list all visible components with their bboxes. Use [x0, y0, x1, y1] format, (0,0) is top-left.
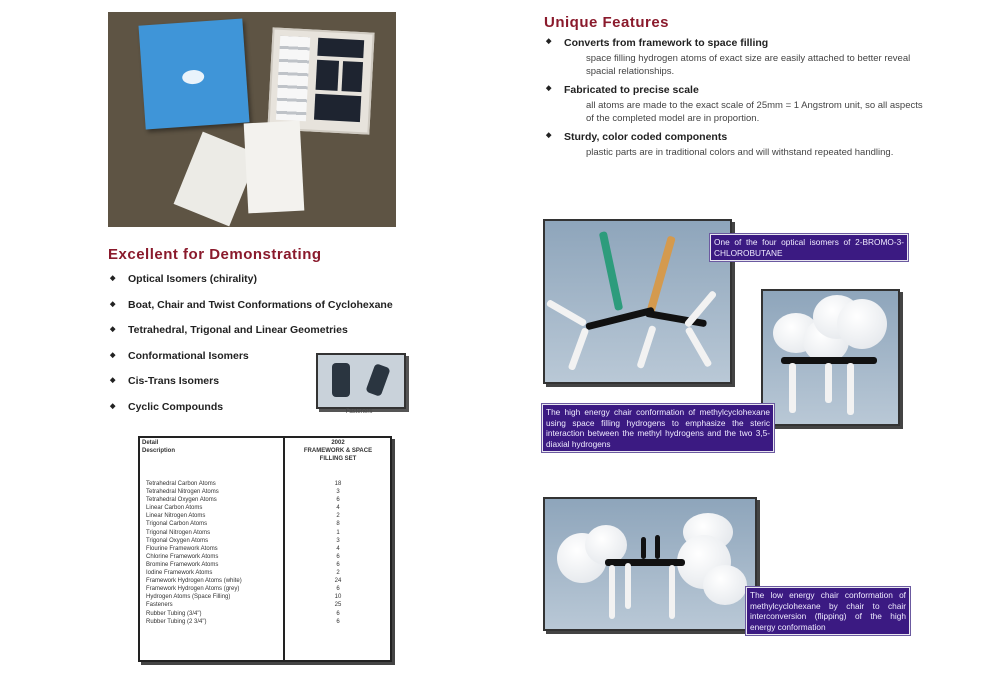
feature-item	[544, 84, 924, 125]
kit-box	[138, 18, 249, 129]
table-row: Flourine Framework Atoms 4	[146, 545, 340, 552]
feature-title: ◆ Converts from framework to space filling	[544, 37, 924, 49]
low-energy-caption: The low energy chair conformation of methylcyclohexane by chair to chair interconversion (flipping) of the high energy conformation	[746, 587, 910, 635]
list-item: ◆ Optical Isomers (chirality)	[108, 272, 448, 298]
feature-description: space filling hydrogen atoms of exact size are easily attached to better reveal spacial relationships.	[586, 53, 911, 77]
table-row: Linear Nitrogen Atoms 2	[146, 513, 340, 520]
high-energy-conformation-photo	[761, 289, 900, 426]
table-row: Rubber Tubing (3/4") 6	[146, 610, 340, 617]
low-energy-conformation-photo	[543, 497, 757, 631]
table-body	[146, 480, 390, 626]
header-description: Detail Description	[142, 440, 176, 454]
table-row: Tetrahedral Carbon Atoms 18	[146, 481, 342, 487]
table-row: Iodine Framework Atoms 2	[146, 570, 340, 577]
table-row: Trigonal Oxygen Atoms 3	[146, 537, 340, 544]
table-row: Hydrogen Atoms (Space Filling) 10	[146, 594, 342, 601]
table-row: Chlorine Framework Atoms 6	[146, 553, 340, 560]
high-energy-caption: The high energy chair conformation of methylcyclohexane using space filling hydrogens to emphasize the steric interaction between the methyl hydrogens and the two 3,5- diaxial hydrogens	[542, 404, 774, 452]
features-section	[544, 14, 924, 159]
fasteners-caption: Fasteners	[345, 409, 373, 415]
product-kit-photo	[108, 12, 396, 227]
feature-title: ◆ Sturdy, color coded components	[544, 131, 924, 143]
instruction-manual	[244, 121, 305, 214]
table-row: Framework Hydrogen Atoms (grey) 6	[146, 586, 340, 593]
header-set: 2002 FRAMEWORK & SPACE FILLING SET	[303, 440, 373, 462]
features-heading: Unique Features	[544, 14, 670, 31]
list-item: ◆ Tetrahedral, Trigonal and Linear Geometries	[108, 323, 448, 349]
table-row: Trigonal Nitrogen Atoms 1	[146, 529, 340, 536]
feature-item	[544, 37, 924, 78]
feature-description: all atoms are made to the exact scale of 25mm = 1 Angstrom unit, so all aspects of the completed model are in proportion.	[586, 100, 923, 124]
table-row: Rubber Tubing (2 3/4") 6	[146, 618, 340, 625]
feature-description: plastic parts are in traditional colors and will withstand repeated handling.	[586, 147, 894, 158]
list-item: ◆ Cyclic Compounds	[108, 400, 448, 426]
optical-isomer-caption: One of the four optical isomers of 2-BROMO-3-CHLOROBUTANE	[710, 234, 908, 261]
table-row: Linear Carbon Atoms 4	[146, 505, 340, 512]
fastener-icon	[332, 363, 350, 397]
parts-tray	[267, 27, 374, 134]
demonstrating-heading: Excellent for Demonstrating	[108, 246, 322, 263]
fastener-icon	[365, 363, 390, 397]
table-row: Tetrahedral Oxygen Atoms 6	[146, 497, 340, 504]
table-row: Tetrahedral Nitrogen Atoms 3	[146, 489, 340, 496]
table-row: Trigonal Carbon Atoms 8	[146, 521, 340, 528]
list-item: ◆ Conformational Isomers	[108, 349, 448, 375]
table-row: Bromine Framework Atoms 6	[146, 561, 340, 568]
optical-isomer-photo	[543, 219, 732, 384]
list-item: ◆ Cis-Trans Isomers	[108, 374, 448, 400]
molecule-logo-icon	[182, 69, 205, 85]
feature-item	[544, 131, 924, 159]
feature-title: ◆ Fabricated to precise scale	[544, 84, 924, 96]
fasteners-photo	[316, 353, 406, 409]
parts-table	[138, 436, 392, 662]
list-item: ◆ Boat, Chair and Twist Conformations of Cyclohexane	[108, 298, 448, 324]
table-row: Framework Hydrogen Atoms (white) 24	[146, 578, 342, 585]
table-row: Fasteners 25	[146, 602, 342, 609]
